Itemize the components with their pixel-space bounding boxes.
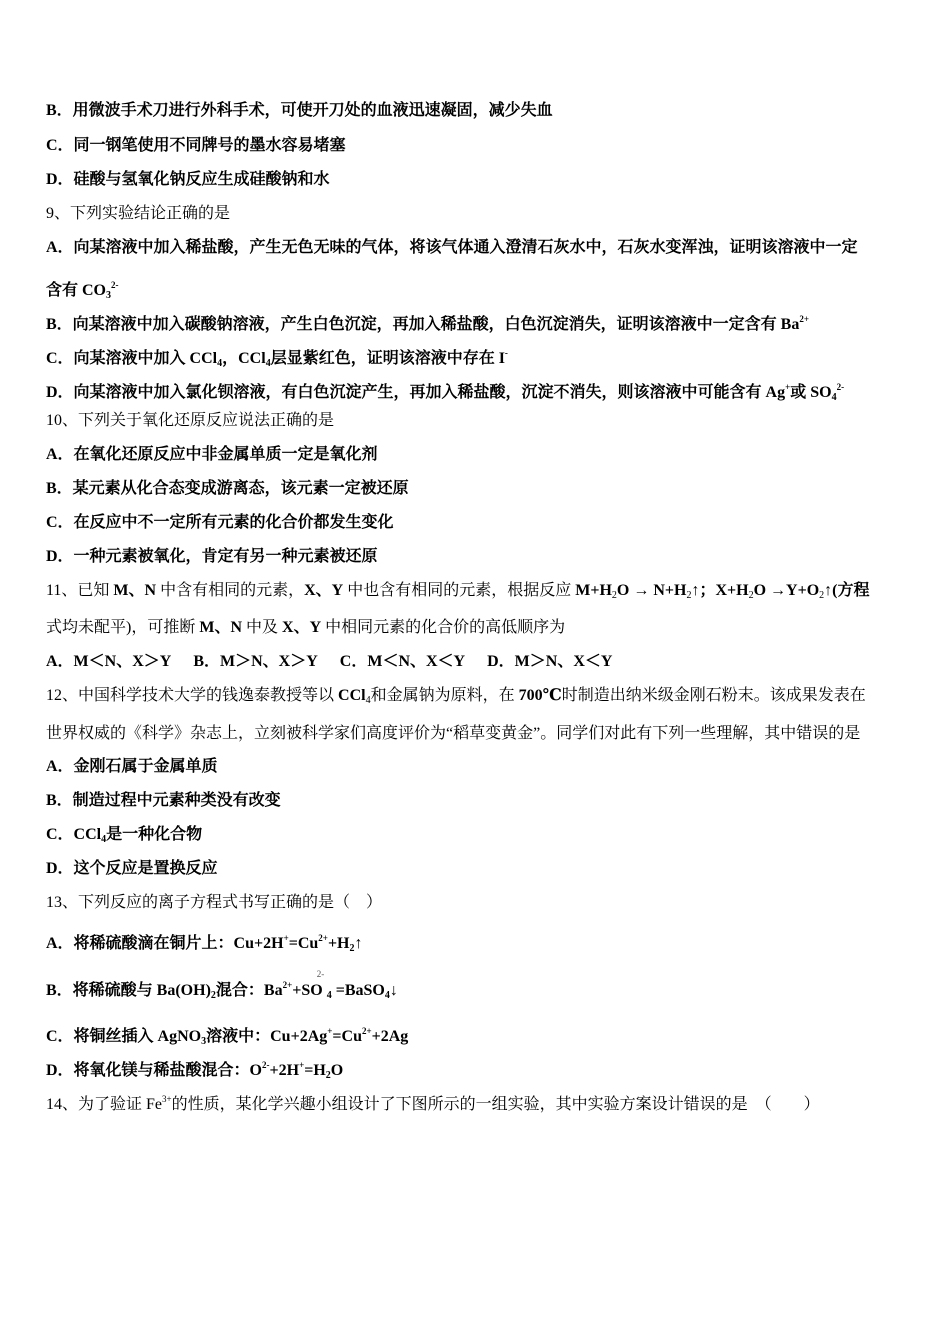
- text-segment: B．M＞N、X＞Y: [193, 653, 318, 670]
- text-segment: 是一种化合物: [106, 826, 203, 843]
- text-line: [46, 445, 378, 465]
- text-segment: +: [299, 1060, 305, 1070]
- text-segment: 中也含有相同的元素，根据反应: [343, 582, 576, 599]
- text-segment: +: [785, 382, 791, 392]
- text-segment: O → N+H: [616, 582, 687, 599]
- text-line: [46, 343, 508, 374]
- text-segment: ↓: [389, 982, 398, 999]
- text-segment: 2: [748, 590, 754, 601]
- text-segment: D．一种元素被氧化，肯定有另一种元素被还原: [46, 548, 378, 565]
- text-line: B．将稀硫酸与 $Ba(OH)_2$混合：$Ba^{2+}+SO$ $2-_4$ =BaSO$_4$↓: [46, 969, 398, 1001]
- text-segment: X、Y: [282, 619, 322, 636]
- text-line: [46, 238, 858, 258]
- text-line: [46, 170, 330, 190]
- text-line: [46, 1021, 408, 1052]
- text-segment: 2: [819, 590, 825, 601]
- text-segment: 4: [101, 834, 107, 845]
- text-segment: 13、下列反应的离子方程式书写正确的是（ ）: [46, 894, 383, 911]
- text-segment: 2: [686, 590, 692, 601]
- text-segment: 层显紫红色，证明该溶液中存在 I: [270, 350, 505, 367]
- text-segment: C．M＜N、X＜Y: [339, 653, 466, 670]
- text-segment: +2H: [269, 1062, 300, 1079]
- text-segment: O: [330, 1062, 344, 1079]
- text-segment: ，CCl: [222, 350, 266, 367]
- text-segment: 4: [265, 358, 271, 369]
- text-segment: D．硅酸与氢氧化钠反应生成硅酸钠和水: [46, 171, 330, 188]
- text-segment: M、N: [199, 619, 243, 636]
- text-line: [46, 1055, 343, 1086]
- text-segment: 2: [611, 590, 617, 601]
- text-segment: C．CCl: [46, 826, 102, 843]
- text-segment: 溶液中：Cu+2Ag: [206, 1028, 328, 1045]
- text-segment: +: [283, 933, 289, 943]
- text-line: [46, 581, 870, 606]
- text-segment: -: [504, 348, 508, 358]
- text-line: [46, 479, 409, 499]
- text-segment: 时制造出纳米级金刚石粉末。该成果发表在: [561, 687, 866, 704]
- text-segment: C．将铜丝插入 AgNO: [46, 1028, 202, 1045]
- text-segment: C．同一钢笔使用不同牌号的墨水容易堵塞: [46, 137, 346, 154]
- text-segment: ↑: [354, 935, 363, 952]
- text-segment: =BaSO: [331, 982, 385, 999]
- text-segment: 世界权威的《科学》杂志上，立刻被科学家们高度评价为“稻草变黄金”。同学们对此有下列一些理解，其中错误的是: [46, 725, 861, 742]
- text-segment: 2+: [799, 314, 809, 324]
- text-segment: D．M＞N、X＜Y: [487, 653, 613, 670]
- text-segment: 和金属钠为原料，在: [370, 687, 519, 704]
- text-segment: +: [327, 1026, 333, 1036]
- text-segment: 3+: [162, 1094, 172, 1104]
- text-segment: 2+: [318, 933, 328, 943]
- text-segment: ↑(方程: [824, 582, 870, 599]
- text-segment: 式均未配平)，可推断: [46, 619, 200, 636]
- text-line: [46, 377, 844, 408]
- text-segment: B．制造过程中元素种类没有改变: [46, 792, 281, 809]
- text-segment: X、Y: [304, 582, 344, 599]
- text-segment: 14、为了验证 Fe: [46, 1096, 163, 1113]
- text-line: [46, 825, 202, 850]
- text-segment: 2+: [361, 1026, 372, 1036]
- text-segment: 4: [831, 392, 837, 403]
- text-segment: 或 SO: [790, 384, 832, 401]
- text-segment: +H: [327, 935, 350, 952]
- text-segment: A．将稀硫酸滴在铜片上：Cu+2H: [46, 935, 284, 952]
- text-segment: 4: [217, 358, 223, 369]
- text-segment: 2-: [836, 382, 845, 392]
- text-line: [46, 101, 553, 121]
- text-segment: CCl: [338, 687, 366, 704]
- text-segment: B．用微波手术刀进行外科手术，可使开刀处的血液迅速凝固，减少失血: [46, 102, 553, 119]
- text-line: [46, 859, 218, 879]
- text-line: [46, 652, 612, 672]
- text-segment: D．向某溶液中加入氯化钡溶液，有白色沉淀产生，再加入稀盐酸，沉淀不消失，则该溶液中可能含有 Ag: [46, 384, 786, 401]
- text-segment: A．M＜N、X＞Y: [46, 653, 172, 670]
- text-segment: 9、下列实验结论正确的是: [46, 205, 231, 222]
- text-segment: 2: [349, 943, 355, 954]
- text-segment: M、N: [113, 582, 157, 599]
- text-segment: 混合：Ba: [215, 982, 283, 999]
- text-segment: 4: [365, 695, 371, 706]
- text-segment: 12、中国科学技术大学的钱逸泰教授等以: [46, 687, 339, 704]
- text-line: [46, 204, 230, 224]
- text-segment: 的性质，某化学兴趣小组设计了下图所示的一组实验，其中实验方案设计错误的是 （ ）: [171, 1096, 820, 1113]
- text-line: [46, 513, 394, 533]
- text-segment: 700℃: [518, 687, 562, 704]
- text-segment: =Cu: [288, 935, 319, 952]
- text-segment: D．这个反应是置换反应: [46, 860, 218, 877]
- text-segment: +2Ag: [371, 1028, 409, 1045]
- text-segment: 中含有相同的元素，: [156, 582, 305, 599]
- text-line: [46, 136, 346, 156]
- text-segment: =H: [304, 1062, 326, 1079]
- text-line: [46, 275, 119, 306]
- text-segment: B．某元素从化合态变成游离态，该元素一定被还原: [46, 480, 409, 497]
- text-segment: C．向某溶液中加入 CCl: [46, 350, 218, 367]
- text-segment: 3: [106, 290, 112, 301]
- text-line: [46, 928, 363, 959]
- text-segment: D．将氧化镁与稀盐酸混合：O: [46, 1062, 263, 1079]
- text-segment: 2-: [111, 280, 119, 290]
- text-segment: B．将稀硫酸与 Ba(OH): [46, 982, 211, 999]
- text-segment: B．向某溶液中加入碳酸钠溶液，产生白色沉淀，再加入稀盐酸，白色沉淀消失，证明该溶液中一定含有 Ba: [46, 316, 800, 333]
- text-line: [46, 686, 866, 711]
- text-segment: 2: [325, 1070, 331, 1081]
- text-segment: 2-: [262, 1060, 270, 1070]
- text-segment: A．在氧化还原反应中非金属单质一定是氧化剂: [46, 446, 378, 463]
- text-line: [46, 757, 218, 777]
- text-segment: =Cu: [332, 1028, 362, 1045]
- text-segment: M+H: [575, 582, 612, 599]
- text-segment: +SO: [292, 982, 327, 999]
- text-segment: 4: [384, 990, 390, 1001]
- text-line: [46, 791, 281, 811]
- text-segment: 10、下列关于氧化还原反应说法正确的是: [46, 412, 335, 429]
- text-line: [46, 618, 565, 638]
- text-segment: 含有 CO: [46, 282, 107, 299]
- text-segment: 4: [326, 990, 332, 1001]
- text-segment: A．金刚石属于金属单质: [46, 758, 218, 775]
- text-line: [46, 411, 334, 431]
- text-segment: 2+: [282, 980, 293, 990]
- text-line: [46, 547, 378, 567]
- text-segment: 3: [201, 1036, 207, 1047]
- text-line: [46, 309, 809, 335]
- text-segment: C．在反应中不一定所有元素的化合价都发生变化: [46, 514, 394, 531]
- text-line: [46, 724, 860, 744]
- text-segment: 2: [210, 990, 216, 1001]
- text-segment: A．向某溶液中加入稀盐酸，产生无色无味的气体，将该气体通入澄清石灰水中，石灰水变浑浊，证明该溶液中一定: [46, 239, 858, 256]
- text-segment: 中及: [242, 619, 283, 636]
- text-segment: O →Y+O: [753, 582, 820, 599]
- text-segment: 11、已知: [46, 582, 114, 599]
- text-line: [46, 893, 382, 913]
- text-segment: 中相同元素的化合价的高低顺序为: [321, 619, 566, 636]
- text-line: [46, 1089, 820, 1115]
- text-segment: ↑；X+H: [691, 582, 749, 599]
